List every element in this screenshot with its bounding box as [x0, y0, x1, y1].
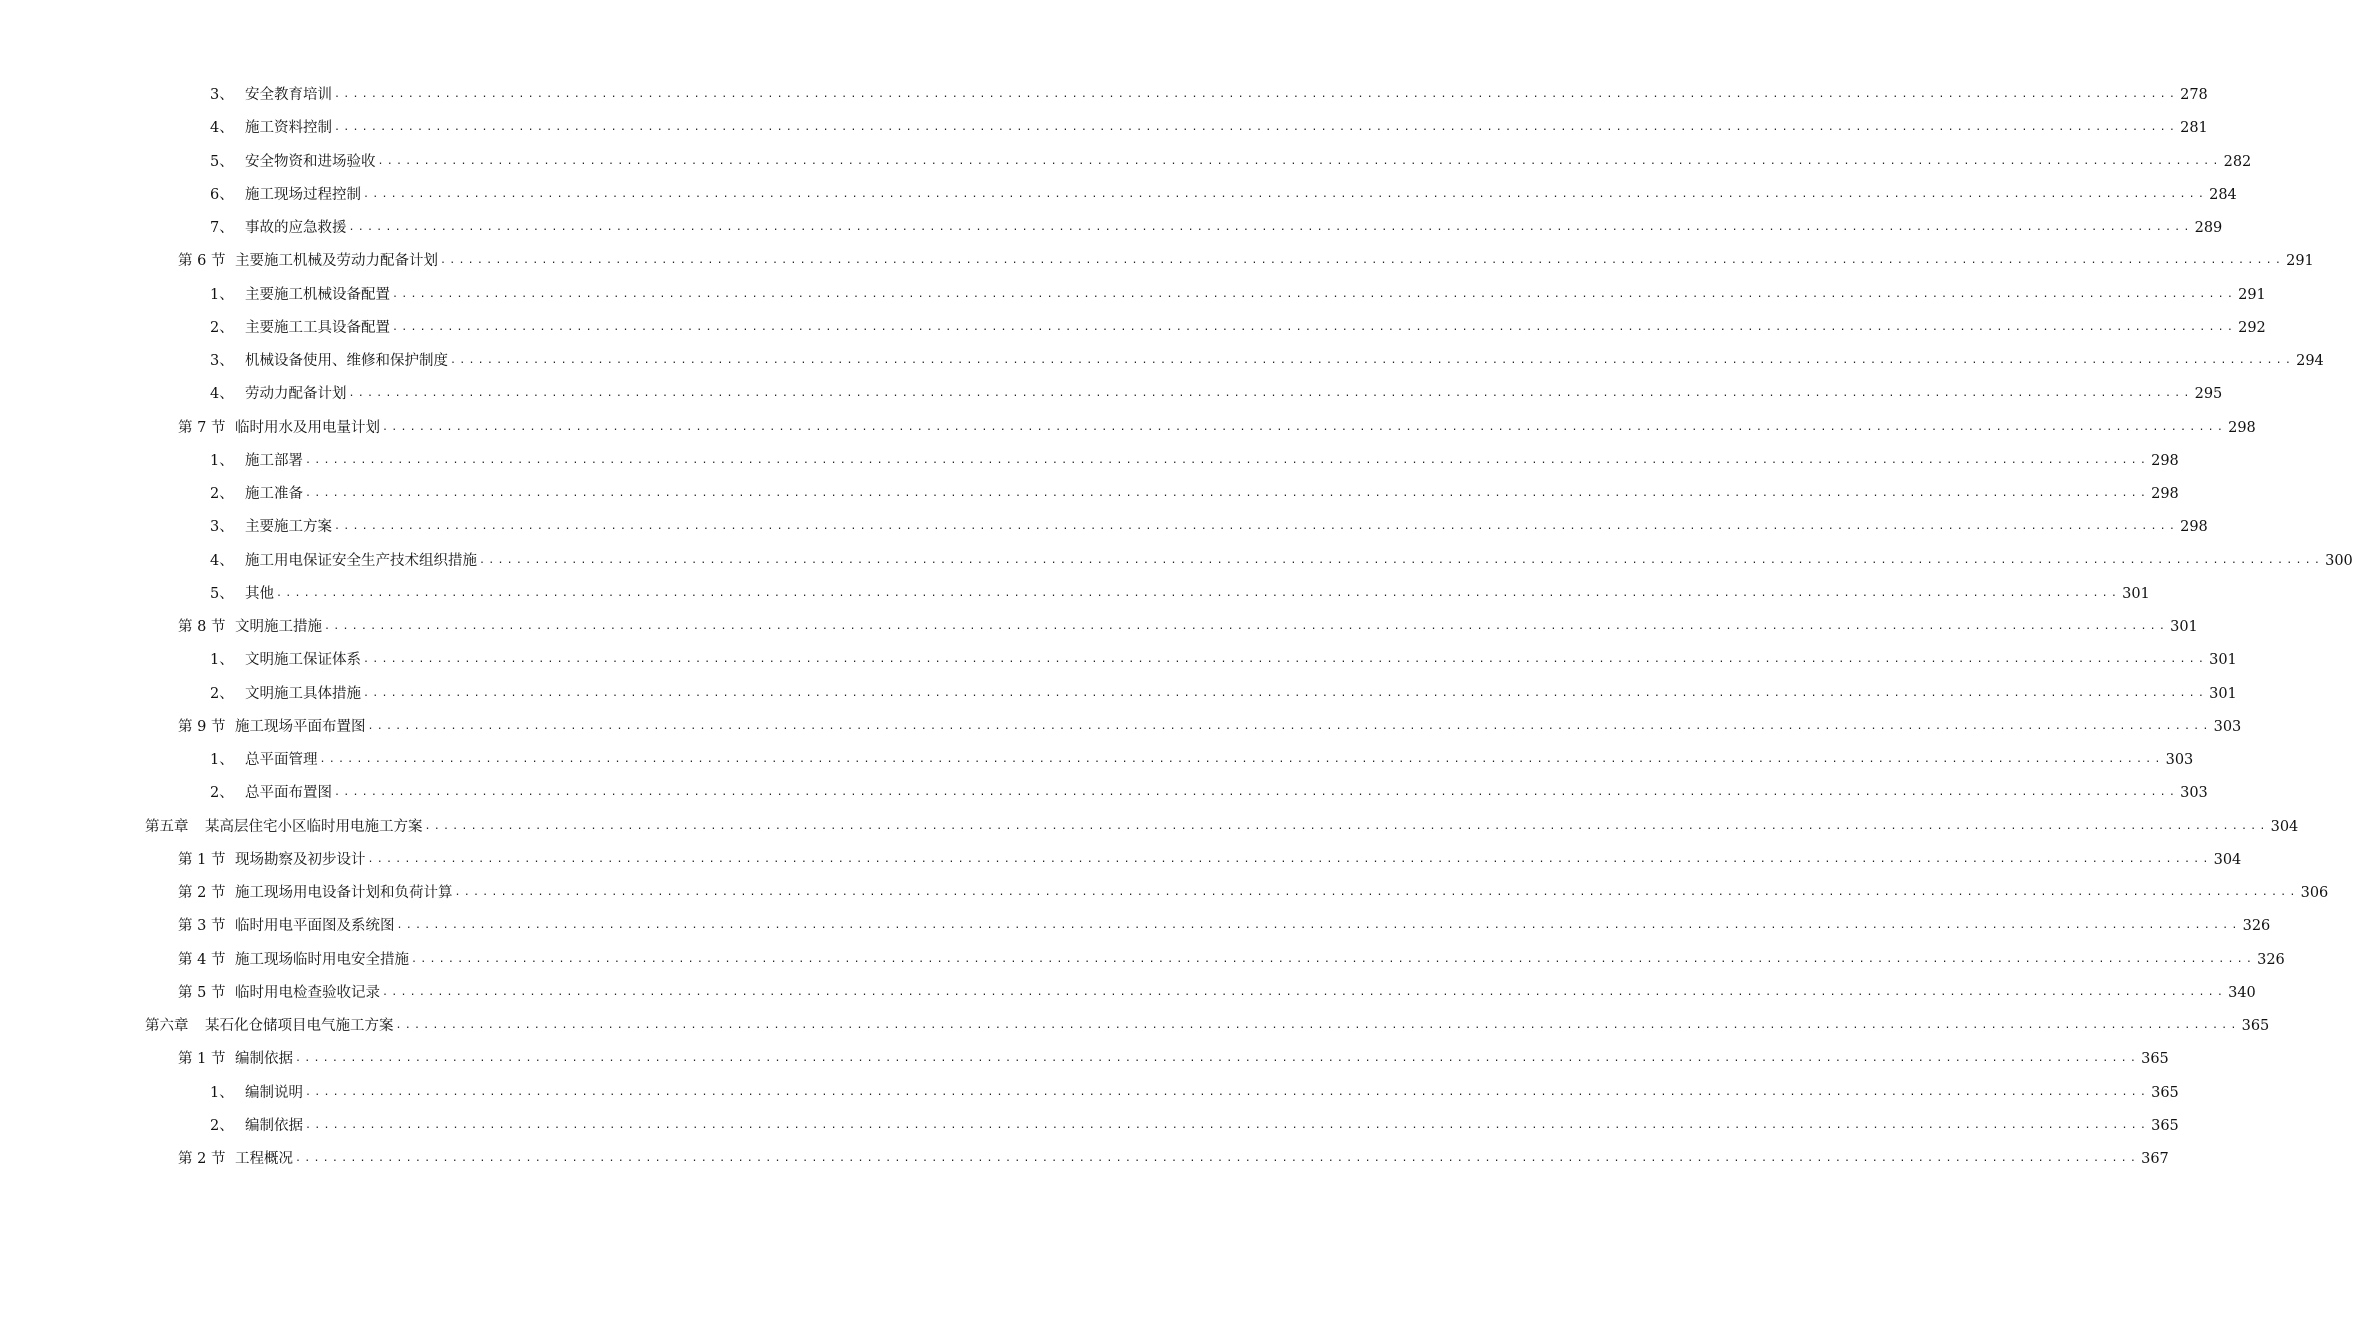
dot-leader: ........................................................................................................................................................................................................: [367, 853, 2212, 865]
dot-leader: ........................................................................................................................................................................................................: [305, 488, 2150, 499]
dot-leader: ........................................................................................................................................................................................................: [392, 288, 2237, 300]
toc-entry-title: 施工现场临时用电安全措施: [235, 951, 409, 968]
toc-entry[interactable]: [210, 149, 2252, 171]
dot-leader: ........................................................................................................................................................................................................: [334, 521, 2179, 533]
dot-leader: ........................................................................................................................................................................................................: [382, 421, 2227, 433]
dot-leader: ........................................................................................................................................................................................................: [348, 388, 2193, 400]
dot-leader: ........................................................................................................................................................................................................: [348, 222, 2193, 233]
toc-entry-page-number: 365: [2151, 1084, 2179, 1101]
toc-entry-number: 7、: [210, 220, 234, 236]
toc-entry-number: 2、: [210, 685, 234, 702]
toc-entry-number: 第 4 节: [178, 951, 226, 968]
toc-entry-number: 第 6 节: [178, 253, 226, 270]
toc-entry-page-number: 304: [2270, 818, 2299, 835]
toc-entry-title: 文明施工保证体系: [245, 652, 361, 669]
toc-entry-number: 6、: [210, 186, 234, 203]
toc-entry-page-number: 301: [2170, 619, 2198, 635]
toc-entry[interactable]: [210, 780, 2208, 802]
toc-entry-title: 施工用电保证安全生产技术组织措施: [245, 552, 477, 569]
toc-entry-page-number: 295: [2194, 386, 2223, 403]
toc-entry-title: 机械设备使用、维修和保护制度: [245, 353, 448, 369]
toc-entry[interactable]: [210, 481, 2179, 503]
toc-entry-page-number: 298: [2180, 519, 2208, 536]
toc-entry[interactable]: [210, 548, 2353, 570]
toc-entry-title: 劳动力配备计划: [245, 386, 347, 403]
toc-entry-page-number: 298: [2151, 452, 2179, 469]
dot-leader: ........................................................................................................................................................................................................: [295, 1053, 2140, 1065]
toc-entry[interactable]: [178, 880, 2329, 902]
toc-entry-page-number: 300: [2325, 552, 2353, 569]
toc-entry-number: 第 7 节: [178, 419, 226, 436]
toc-entry-number: 5、: [210, 585, 234, 602]
toc-entry-page-number: 291: [2238, 286, 2266, 303]
toc-entry-page-number: 301: [2209, 652, 2237, 669]
toc-entry-page-number: 301: [2209, 685, 2237, 702]
toc-entry-title: 施工资料控制: [245, 120, 332, 137]
toc-entry-page-number: 278: [2180, 87, 2208, 103]
dot-leader: ........................................................................................................................................................................................................: [305, 454, 2150, 466]
toc-entry[interactable]: [210, 1113, 2179, 1135]
toc-entry[interactable]: [210, 381, 2223, 403]
toc-entry-number: 3、: [210, 87, 234, 103]
toc-entry-title: 施工准备: [245, 486, 303, 502]
toc-entry-title: 安全物资和进场验收: [245, 153, 376, 170]
toc-entry-title: 临时用水及用电量计划: [235, 419, 380, 436]
dot-leader: ........................................................................................................................................................................................................: [411, 953, 2256, 965]
toc-entry[interactable]: [210, 581, 2150, 603]
toc-entry-title: 事故的应急救援: [245, 220, 347, 236]
dot-leader: ........................................................................................................................................................................................................: [363, 654, 2208, 666]
dot-leader: ........................................................................................................................................................................................................: [363, 687, 2208, 699]
toc-entry-number: 1、: [210, 452, 234, 469]
toc-entry-number: 1、: [210, 752, 234, 768]
toc-entry[interactable]: [178, 847, 2242, 869]
toc-entry[interactable]: [210, 747, 2194, 769]
toc-entry-title: 总平面布置图: [245, 785, 332, 802]
toc-entry-number: 5、: [210, 153, 234, 170]
dot-leader: ........................................................................................................................................................................................................: [334, 122, 2179, 134]
toc-entry[interactable]: [178, 980, 2256, 1002]
toc-entry-number: 1、: [210, 652, 234, 669]
toc-entry-number: 3、: [210, 519, 234, 536]
toc-entry-number: 第 9 节: [178, 718, 226, 735]
toc-entry[interactable]: [210, 182, 2237, 204]
toc-entry-title: 编制依据: [235, 1051, 293, 1068]
dot-leader: ........................................................................................................................................................................................................: [305, 1086, 2150, 1098]
toc-entry-page-number: 282: [2223, 153, 2252, 170]
toc-entry-page-number: 326: [2242, 918, 2271, 935]
toc-entry[interactable]: [178, 248, 2314, 270]
toc-entry-number: 第 1 节: [178, 851, 226, 868]
toc-entry-page-number: 365: [2151, 1117, 2179, 1134]
dot-leader: ........................................................................................................................................................................................................: [319, 754, 2164, 765]
dot-leader: ........................................................................................................................................................................................................: [367, 720, 2212, 732]
toc-entry-title: 工程概况: [235, 1151, 293, 1167]
toc-entry-number: 2、: [210, 1117, 234, 1134]
toc-entry-number: 第 3 节: [178, 918, 226, 935]
toc-entry[interactable]: [210, 647, 2237, 669]
dot-leader: ........................................................................................................................................................................................................: [276, 587, 2121, 599]
dot-leader: ........................................................................................................................................................................................................: [454, 887, 2299, 898]
toc-entry-title: 施工现场平面布置图: [235, 718, 366, 735]
dot-leader: ........................................................................................................................................................................................................: [377, 155, 2222, 167]
toc-entry-number: 第 5 节: [178, 984, 226, 1001]
toc-entry-page-number: 301: [2122, 585, 2150, 602]
toc-entry-number: 1、: [210, 286, 234, 303]
toc-entry[interactable]: [178, 1146, 2169, 1168]
toc-entry-page-number: 281: [2180, 120, 2208, 137]
toc-entry-number: 2、: [210, 319, 234, 336]
toc-entry-title: 某高层住宅小区临时用电施工方案: [205, 818, 423, 835]
toc-entry-title: 施工现场过程控制: [245, 186, 361, 203]
toc-entry[interactable]: [210, 315, 2266, 337]
toc-entry-number: 第 8 节: [178, 619, 226, 635]
toc-entry-title: 文明施工措施: [235, 619, 322, 635]
dot-leader: ........................................................................................................................................................................................................: [424, 820, 2269, 832]
toc-entry[interactable]: [178, 415, 2256, 437]
toc-entry-number: 第六章: [145, 1018, 189, 1034]
toc-entry[interactable]: [210, 448, 2179, 470]
dot-leader: ........................................................................................................................................................................................................: [324, 621, 2169, 632]
toc-entry-number: 2、: [210, 486, 234, 502]
toc-entry-number: 4、: [210, 552, 234, 569]
toc-entry-page-number: 340: [2228, 984, 2256, 1001]
toc-entry-number: 4、: [210, 120, 234, 137]
dot-leader: ........................................................................................................................................................................................................: [334, 787, 2179, 799]
toc-entry-title: 文明施工具体措施: [245, 685, 361, 702]
toc-entry-title: 施工现场用电设备计划和负荷计算: [235, 885, 453, 901]
toc-entry-page-number: 303: [2180, 785, 2208, 802]
toc-entry-number: 第五章: [145, 818, 189, 835]
toc-entry-title: 总平面管理: [245, 752, 318, 768]
toc-entry-page-number: 306: [2300, 885, 2329, 901]
toc-entry[interactable]: [210, 348, 2324, 370]
toc-entry[interactable]: [145, 814, 2299, 836]
toc-entry-title: 主要施工机械及劳动力配备计划: [235, 253, 438, 270]
toc-entry-title: 某石化仓储项目电气施工方案: [205, 1018, 394, 1034]
toc-entry-page-number: 292: [2238, 319, 2266, 336]
dot-leader: ........................................................................................................................................................................................................: [450, 355, 2295, 366]
toc-entry-page-number: 303: [2165, 752, 2194, 768]
toc-entry-number: 4、: [210, 386, 234, 403]
toc-entry[interactable]: [178, 1046, 2169, 1068]
toc-entry[interactable]: [210, 115, 2208, 137]
dot-leader: ........................................................................................................................................................................................................: [334, 89, 2179, 100]
toc-entry-page-number: 365: [2241, 1018, 2270, 1034]
toc-entry[interactable]: [178, 614, 2198, 636]
toc-entry[interactable]: [178, 947, 2285, 969]
toc-entry-page-number: 289: [2194, 220, 2223, 236]
toc-entry-page-number: 365: [2141, 1051, 2169, 1068]
toc-entry-page-number: 326: [2257, 951, 2285, 968]
toc-entry-number: 第 1 节: [178, 1051, 226, 1068]
dot-leader: ........................................................................................................................................................................................................: [396, 920, 2241, 932]
dot-leader: ........................................................................................................................................................................................................: [382, 986, 2227, 998]
toc-entry-title: 临时用电检查验收记录: [235, 984, 380, 1001]
toc-entry-title: 施工部署: [245, 452, 303, 469]
toc-entry-title: 安全教育培训: [245, 87, 332, 103]
toc-entry-page-number: 298: [2228, 419, 2256, 436]
toc-entry-number: 3、: [210, 353, 234, 369]
toc-entry[interactable]: [210, 514, 2208, 536]
toc-entry-number: 第 2 节: [178, 885, 226, 901]
toc-entry-page-number: 367: [2141, 1151, 2169, 1167]
dot-leader: ........................................................................................................................................................................................................: [392, 321, 2237, 333]
toc-entry-title: 编制说明: [245, 1084, 303, 1101]
toc-entry-title: 主要施工机械设备配置: [245, 286, 390, 303]
toc-entry-number: 2、: [210, 785, 234, 802]
toc-entry-number: 第 2 节: [178, 1151, 226, 1167]
toc-entry-page-number: 298: [2151, 486, 2179, 502]
toc-entry-title: 编制依据: [245, 1117, 303, 1134]
toc-entry-title: 临时用电平面图及系统图: [235, 918, 395, 935]
toc-entry[interactable]: [210, 681, 2237, 703]
toc-entry[interactable]: [210, 282, 2266, 304]
toc-entry-title: 其他: [245, 585, 274, 602]
toc-entry-page-number: 303: [2213, 718, 2242, 735]
toc-entry-title: 现场勘察及初步设计: [235, 851, 366, 868]
toc-entry[interactable]: [178, 913, 2271, 935]
toc-entry-page-number: 291: [2286, 253, 2314, 270]
toc-entry[interactable]: [178, 714, 2242, 736]
dot-leader: ........................................................................................................................................................................................................: [479, 554, 2324, 566]
toc-entry[interactable]: [210, 82, 2208, 104]
toc-entry[interactable]: [210, 215, 2223, 237]
dot-leader: ........................................................................................................................................................................................................: [395, 1020, 2240, 1031]
dot-leader: ........................................................................................................................................................................................................: [305, 1119, 2150, 1131]
dot-leader: ........................................................................................................................................................................................................: [440, 255, 2285, 267]
toc-entry-page-number: 294: [2296, 353, 2324, 369]
toc-entry-page-number: 284: [2209, 186, 2237, 203]
dot-leader: ........................................................................................................................................................................................................: [363, 188, 2208, 200]
toc-entry[interactable]: [210, 1080, 2179, 1102]
toc-entry[interactable]: [145, 1013, 2270, 1035]
toc-entry-title: 主要施工方案: [245, 519, 332, 536]
toc-entry-number: 1、: [210, 1084, 234, 1101]
toc-entry-title: 主要施工工具设备配置: [245, 319, 390, 336]
dot-leader: ........................................................................................................................................................................................................: [295, 1153, 2140, 1164]
toc-entry-page-number: 304: [2213, 851, 2242, 868]
